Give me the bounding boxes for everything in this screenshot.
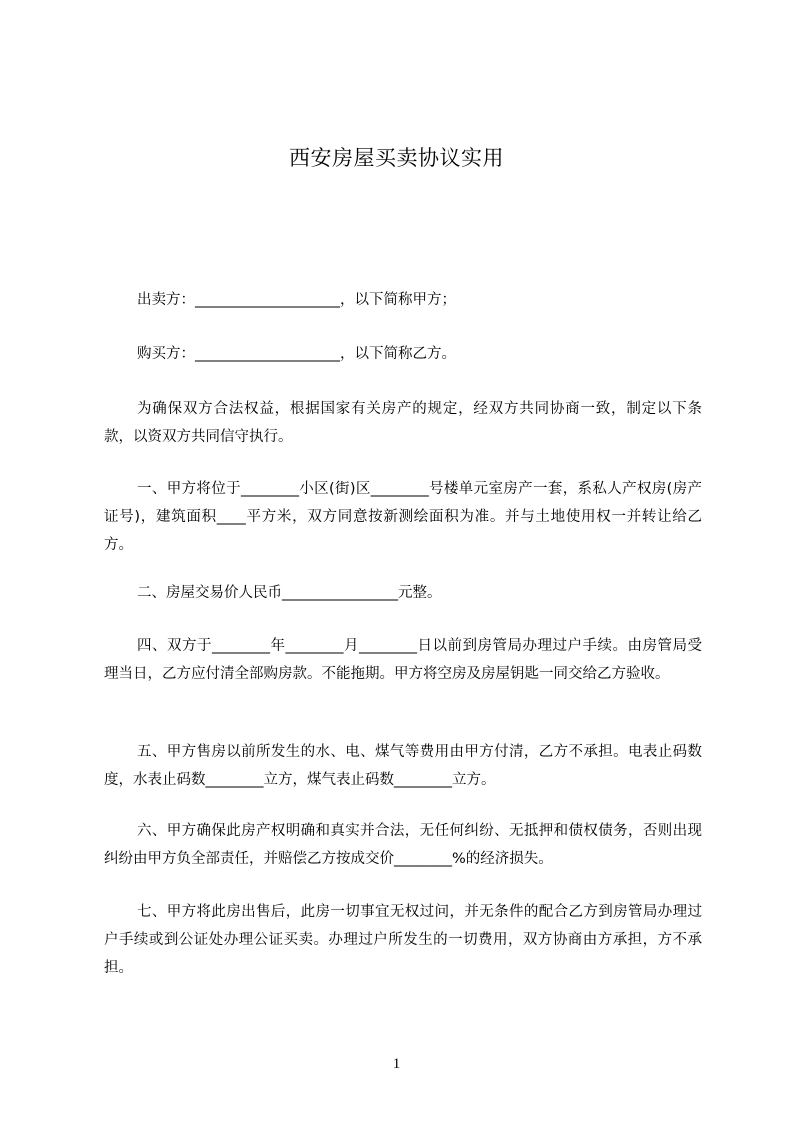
- clause-7-paragraph: 七、甲方将此房出售后，此房一切事宜无权过问，并无条件的配合乙方到房管局办理过户手续或到公证处办理公证买卖。办理过户所发生的一切费用，双方协商由方承担，方不承担。: [104, 904, 702, 976]
- clause-4-paragraph: 四、双方于________年________月________日以前到房管局办理过户手续。由房管局受理当日，乙方应付清全部购房款。不能拖期。甲方将空房及房屋钥匙一同交给乙方验收。: [104, 638, 702, 682]
- buyer-line: 购买方：____________________，以下简称乙方。: [137, 346, 456, 362]
- preamble-paragraph: 为确保双方合法权益，根据国家有关房产的规定，经双方共同协商一致，制定以下条款，以资双方共同信守执行。: [104, 401, 702, 445]
- page-number: 1: [392, 1056, 401, 1072]
- clause-2-paragraph: 二、房屋交易价人民币________________元整。: [137, 585, 442, 601]
- clause-6-paragraph: 六、甲方确保此房产权明确和真实并合法，无任何纠纷、无抵押和债权债务，否则出现纠纷由甲方负全部责任，并赔偿乙方按成交价________%的经济损失。: [104, 823, 702, 867]
- clause-5-paragraph: 五、甲方售房以前所发生的水、电、煤气等费用由甲方付清，乙方不承担。电表止码数度，水表止码数________立方，煤气表止码数________立方。: [104, 744, 702, 788]
- seller-line: 出卖方：____________________，以下简称甲方；: [137, 292, 456, 308]
- document-title: 西安房屋买卖协议实用: [289, 146, 504, 170]
- clause-1-paragraph: 一、甲方将位于________小区(街)区________号楼单元室房产一套，系私人产权房(房产证号)，建筑面积____平方米，双方同意按新测绘面积为准。并与土地使用权一并转让给乙方。: [104, 481, 702, 553]
